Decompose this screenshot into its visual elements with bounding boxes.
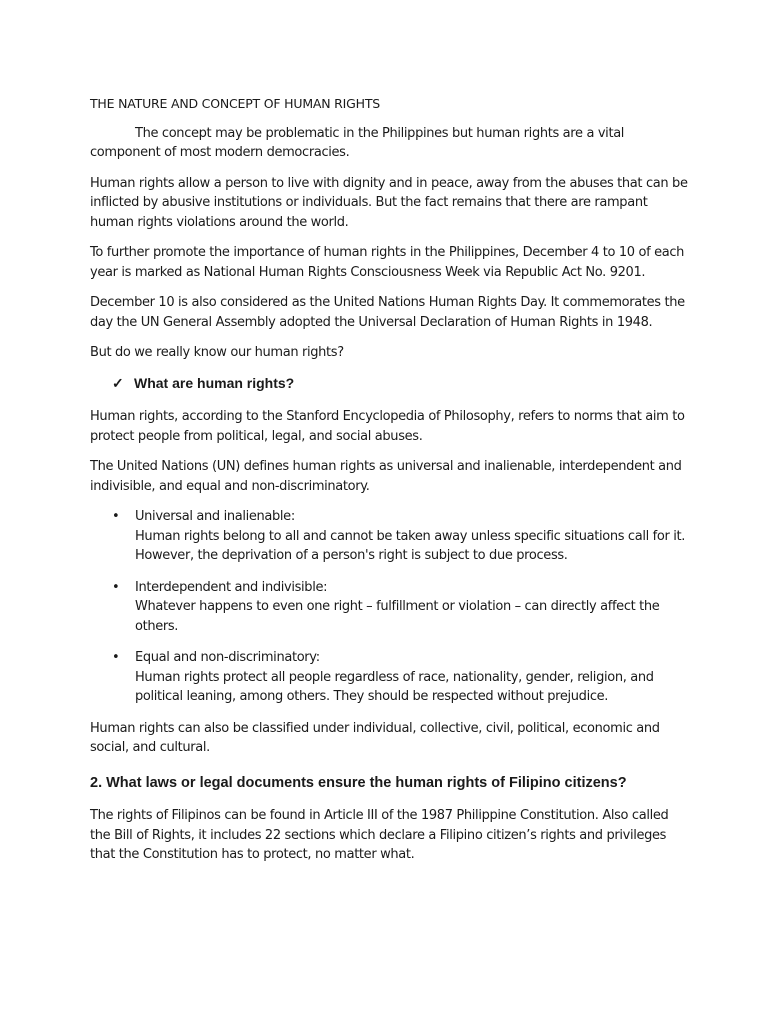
intro-paragraph-2: Human rights allow a person to live with dignity and in peace, away from the abuses that can be inflicted by abusive institutions or individuals. But the fact remains that there are rampant human rights violations around the world. <box>90 175 688 230</box>
list-item-term: Universal and inalienable: <box>135 509 295 524</box>
intro-paragraph-3: To further promote the importance of human rights in the Philippines, December 4 to 10 of each year is marked as National Human Rights Consciousness Week via Republic Act No. 9201. <box>90 245 685 280</box>
list-item-term: Interdependent and indivisible: <box>135 579 328 595</box>
intro-paragraph-1: The concept may be problematic in the Philippines but human rights are a vital component of most modern democracies. <box>90 125 625 160</box>
list-item <box>90 648 690 707</box>
classification-paragraph: Human rights can also be classified under individual, collective, civil, political, economic and social, and cultural. <box>90 720 660 755</box>
what-are-human-rights-heading <box>112 374 690 394</box>
document-title: THE NATURE AND CONCEPT OF HUMAN RIGHTS <box>90 96 381 111</box>
checkmark-icon: ✓ <box>112 374 124 391</box>
list-item <box>90 578 690 637</box>
intro-paragraph-5: But do we really know our human rights? <box>90 345 344 360</box>
list-item-desc: Human rights belong to all and cannot be taken away unless specific situations call for it. However, the deprivation of a person's right is subject to due process. <box>135 528 686 563</box>
list-item-term: Equal and non-discriminatory: <box>135 650 320 665</box>
list-item-desc: Human rights protect all people regardless of race, nationality, gender, religion, and political leaning, among others. They should be respected without prejudice. <box>135 669 654 704</box>
bullet-icon: • <box>112 579 120 595</box>
definition-paragraph-1: Human rights, according to the Stanford Encyclopedia of Philosophy, refers to norms that aim to protect people from political, legal, and social abuses. <box>90 409 685 444</box>
heading-text: What are human rights? <box>134 374 295 391</box>
definition-paragraph-2: The United Nations (UN) defines human rights as universal and inalienable, interdependent and indivisible, and equal and non-discriminatory. <box>90 459 682 494</box>
closing-paragraph: The rights of Filipinos can be found in Article III of the 1987 Philippine Constitution. Also called the Bill of Rights, it includes 22 sections which declare a Filipino citizen’s rights and privileges that the Constitution has to protect, no matter what. <box>90 808 669 862</box>
list-item <box>90 507 690 566</box>
bullet-icon: • <box>112 509 120 524</box>
intro-paragraph-4: December 10 is also considered as the United Nations Human Rights Day. It commemorates the day the UN General Assembly adopted the Universal Declaration of Human Rights in 1948. <box>90 295 685 330</box>
section-heading-laws: 2. What laws or legal documents ensure the human rights of Filipino citizens? <box>90 774 627 791</box>
document-page <box>90 94 690 876</box>
list-item-desc: Whatever happens to even one right – fulfillment or violation – can directly affect the others. <box>135 599 660 634</box>
bullet-icon: • <box>112 650 120 665</box>
rights-characteristics-list <box>90 507 690 707</box>
